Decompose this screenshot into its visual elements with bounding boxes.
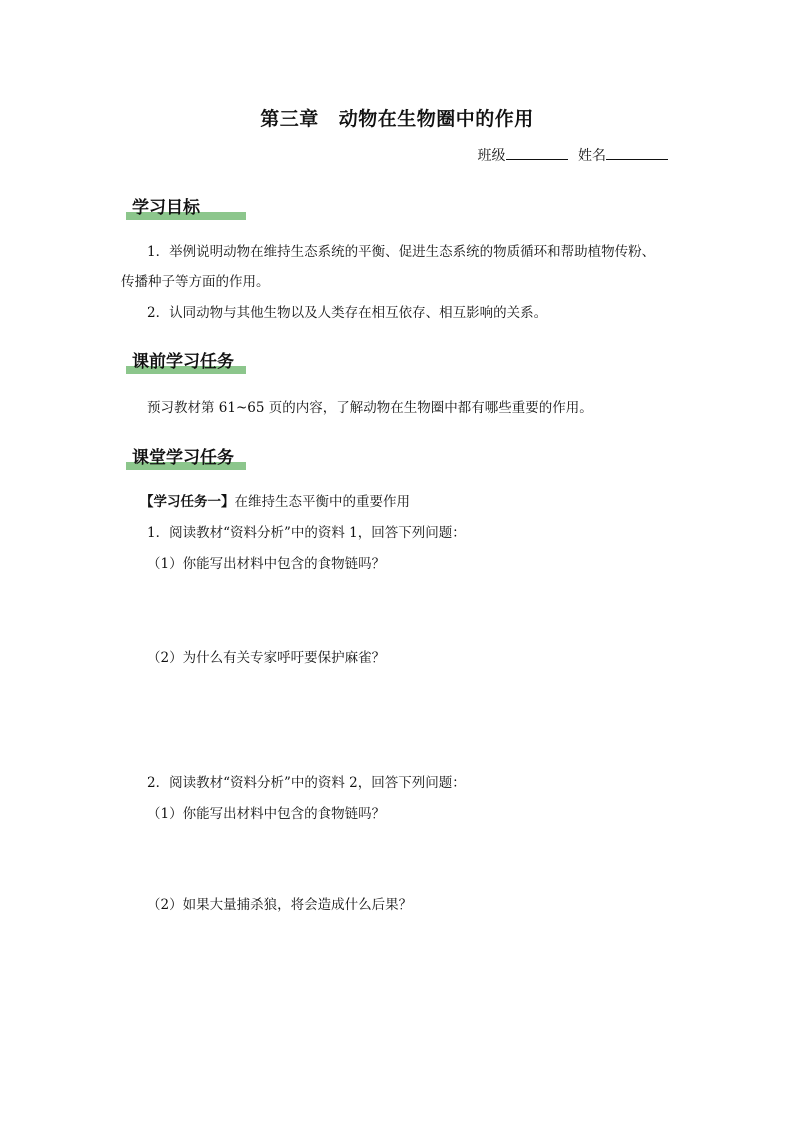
question-1-sub-1: （1）你能写出材料中包含的食物链吗？: [147, 556, 386, 572]
objective-1-line-2: 传播种子等方面的作用。: [121, 274, 270, 290]
chapter-topic: 动物在生物圈中的作用: [338, 108, 534, 130]
question-2: 2．阅读教材“资料分析”中的资料 2，回答下列问题：: [147, 775, 466, 791]
section-heading-objectives: [126, 196, 246, 220]
question-1-sub-2: （2）为什么有关专家呼吁要保护麻雀？: [147, 650, 386, 666]
pre-class-task: 预习教材第 61~65 页的内容，了解动物在生物圈中都有哪些重要的作用。: [147, 400, 593, 416]
objective-1-line-1: 1．举例说明动物在维持生态系统的平衡、促进生态系统的物质循环和帮助植物传粉、: [147, 244, 656, 260]
question-1: 1．阅读教材“资料分析”中的资料 1，回答下列问题：: [147, 525, 466, 541]
section-heading-in-class: [126, 446, 246, 470]
task-1-label: 【学习任务一】: [140, 494, 235, 510]
name-label: 姓名: [578, 148, 606, 164]
section-title: 学习目标: [132, 198, 200, 218]
class-blank: [506, 145, 568, 160]
student-info-row: [478, 145, 674, 165]
section-title: 课堂学习任务: [132, 448, 234, 468]
name-blank: [606, 145, 668, 160]
task-1-title: 在维持生态平衡中的重要作用: [234, 494, 410, 510]
section-heading-pre-class: [126, 350, 246, 374]
objective-2: 2．认同动物与其他生物以及人类存在相互依存、相互影响的关系。: [147, 305, 548, 321]
page-title: [0, 104, 794, 131]
question-2-sub-1: （1）你能写出材料中包含的食物链吗？: [147, 806, 386, 822]
section-title: 课前学习任务: [132, 352, 234, 372]
chapter-number: 第三章: [260, 108, 319, 130]
task-1-heading: [140, 490, 410, 510]
question-2-sub-2: （2）如果大量捕杀狼，将会造成什么后果？: [147, 897, 413, 913]
class-label: 班级: [477, 148, 506, 164]
